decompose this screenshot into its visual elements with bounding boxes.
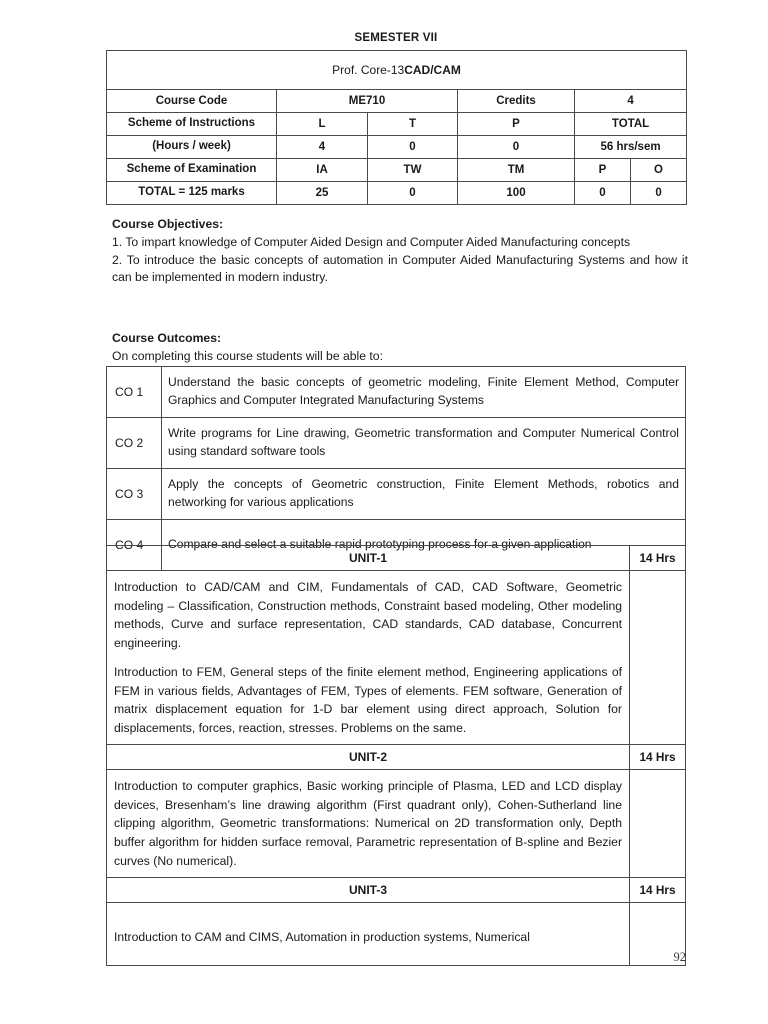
- scheme-instructions-label-line2: (Hours / week): [107, 136, 277, 159]
- unit-hours: 14 Hrs: [630, 745, 686, 770]
- se-val-p: 0: [575, 182, 631, 205]
- se-val-tw: 0: [368, 182, 458, 205]
- unit-hours-blank: [630, 770, 686, 878]
- si-head-l: L: [277, 113, 368, 136]
- units-table: [106, 545, 686, 966]
- scheme-instructions-value-row: [107, 136, 687, 159]
- se-head-p: P: [575, 159, 631, 182]
- unit-header-row: [107, 546, 686, 571]
- se-val-ia: 25: [277, 182, 368, 205]
- scheme-exam-label-line2: TOTAL = 125 marks: [107, 182, 277, 205]
- unit-header-row: [107, 878, 686, 903]
- course-objectives-heading: Course Objectives:: [112, 217, 224, 231]
- unit-title: UNIT-2: [107, 745, 630, 770]
- se-val-tm: 100: [458, 182, 575, 205]
- co-code: CO 2: [107, 418, 162, 469]
- si-head-t: T: [368, 113, 458, 136]
- course-code-label: Course Code: [107, 90, 277, 113]
- scheme-instructions-header-row: [107, 113, 687, 136]
- scheme-exam-value-row: [107, 182, 687, 205]
- se-head-o: O: [631, 159, 687, 182]
- unit-paragraph: Introduction to FEM, General steps of the finite element method, Engineering applications of FEM in various fields, Advantages of FEM, Types of elements. FEM software, Generation of matrix displacement equation for 1-D bar element using direct approach, Solution for displacements, forces, reaction, stresses. Problems on the same.: [114, 665, 622, 735]
- unit-header-row: [107, 745, 686, 770]
- table-row: [107, 469, 686, 520]
- se-head-tw: TW: [368, 159, 458, 182]
- se-head-ia: IA: [277, 159, 368, 182]
- scheme-exam-label-line1: Scheme of Examination: [107, 159, 277, 182]
- unit-paragraph: Introduction to CAM and CIMS, Automation in production systems, Numerical: [114, 930, 530, 945]
- unit-hours: 14 Hrs: [630, 878, 686, 903]
- co-text: Understand the basic concepts of geometric modeling, Finite Element Method, Computer Graphics and Computer Integrated Manufacturing Systems: [162, 367, 686, 418]
- course-objective-item-1: 1. To impart knowledge of Computer Aided Design and Computer Aided Manufacturing concepts: [112, 235, 631, 250]
- course-code-value: ME710: [277, 90, 458, 113]
- si-head-total: TOTAL: [575, 113, 687, 136]
- table-row: [107, 418, 686, 469]
- se-val-o: 0: [631, 182, 687, 205]
- co-code: CO 1: [107, 367, 162, 418]
- scheme-instructions-label-line1: Scheme of Instructions: [107, 113, 277, 136]
- co-code: CO 4: [107, 520, 162, 571]
- si-val-total: 56 hrs/sem: [575, 136, 687, 159]
- unit-body-row: [107, 770, 686, 878]
- credits-value: 4: [575, 90, 687, 113]
- co-code: CO 3: [107, 469, 162, 520]
- course-outcomes-section: [112, 330, 688, 366]
- course-title-prefix: Prof. Core-13: [332, 63, 405, 77]
- co-text: Apply the concepts of Geometric construction, Finite Element Methods, robotics and networking for various applications: [162, 469, 686, 520]
- course-outcomes-table: [106, 366, 686, 571]
- course-title-row: [107, 51, 687, 90]
- unit-content: [107, 571, 630, 745]
- scheme-exam-header-row: [107, 159, 687, 182]
- course-outcomes-intro: On completing this course students will be able to:: [112, 349, 383, 364]
- semester-heading: SEMESTER VII: [354, 32, 438, 44]
- course-outcomes-heading: Course Outcomes:: [112, 331, 222, 345]
- se-head-tm: TM: [458, 159, 575, 182]
- unit-hours: 14 Hrs: [630, 546, 686, 571]
- unit-content: [107, 770, 630, 878]
- si-val-p: 0: [458, 136, 575, 159]
- unit-paragraph: Introduction to CAD/CAM and CIM, Fundamentals of CAD, CAD Software, Geometric modeling – Classification, Construction methods, Constraint based modeling, Other modeling methods, Curve and surface representation, CAD standards, CAD database, Concurrent engineering.: [114, 580, 622, 650]
- si-val-t: 0: [368, 136, 458, 159]
- credits-label: Credits: [458, 90, 575, 113]
- unit-paragraph: Introduction to computer graphics, Basic working principle of Plasma, LED and LCD display devices, Bresenham’s line drawing algorithm (First quadrant only), Cohen-Sutherland line clipping algorithm, Geometric transformations: Numerical on 2D transformation only, Depth buffer algorithm for hidden surface removal, Parametric representation of B-spline and Bezier curves (No numerical).: [114, 779, 622, 868]
- unit-title: UNIT-1: [107, 546, 630, 571]
- unit-hours-blank: [630, 571, 686, 745]
- unit-title: UNIT-3: [107, 878, 630, 903]
- course-title-cell: [107, 51, 687, 90]
- co-text: Write programs for Line drawing, Geometric transformation and Computer Numerical Control using standard software tools: [162, 418, 686, 469]
- si-head-p: P: [458, 113, 575, 136]
- unit-body-row: [107, 571, 686, 745]
- course-objectives-section: [112, 216, 688, 286]
- table-row: [107, 367, 686, 418]
- course-objective-item-2: 2. To introduce the basic concepts of automation in Computer Aided Manufacturing Systems and how it can be implemented in modern industry.: [112, 252, 688, 284]
- si-val-l: 4: [277, 136, 368, 159]
- page-number: 92: [673, 950, 686, 964]
- course-code-row: [107, 90, 687, 113]
- course-info-table: [106, 50, 687, 205]
- co-text: Compare and select a suitable rapid prototyping process for a given application: [162, 520, 686, 571]
- course-title-bold: CAD/CAM: [404, 63, 461, 77]
